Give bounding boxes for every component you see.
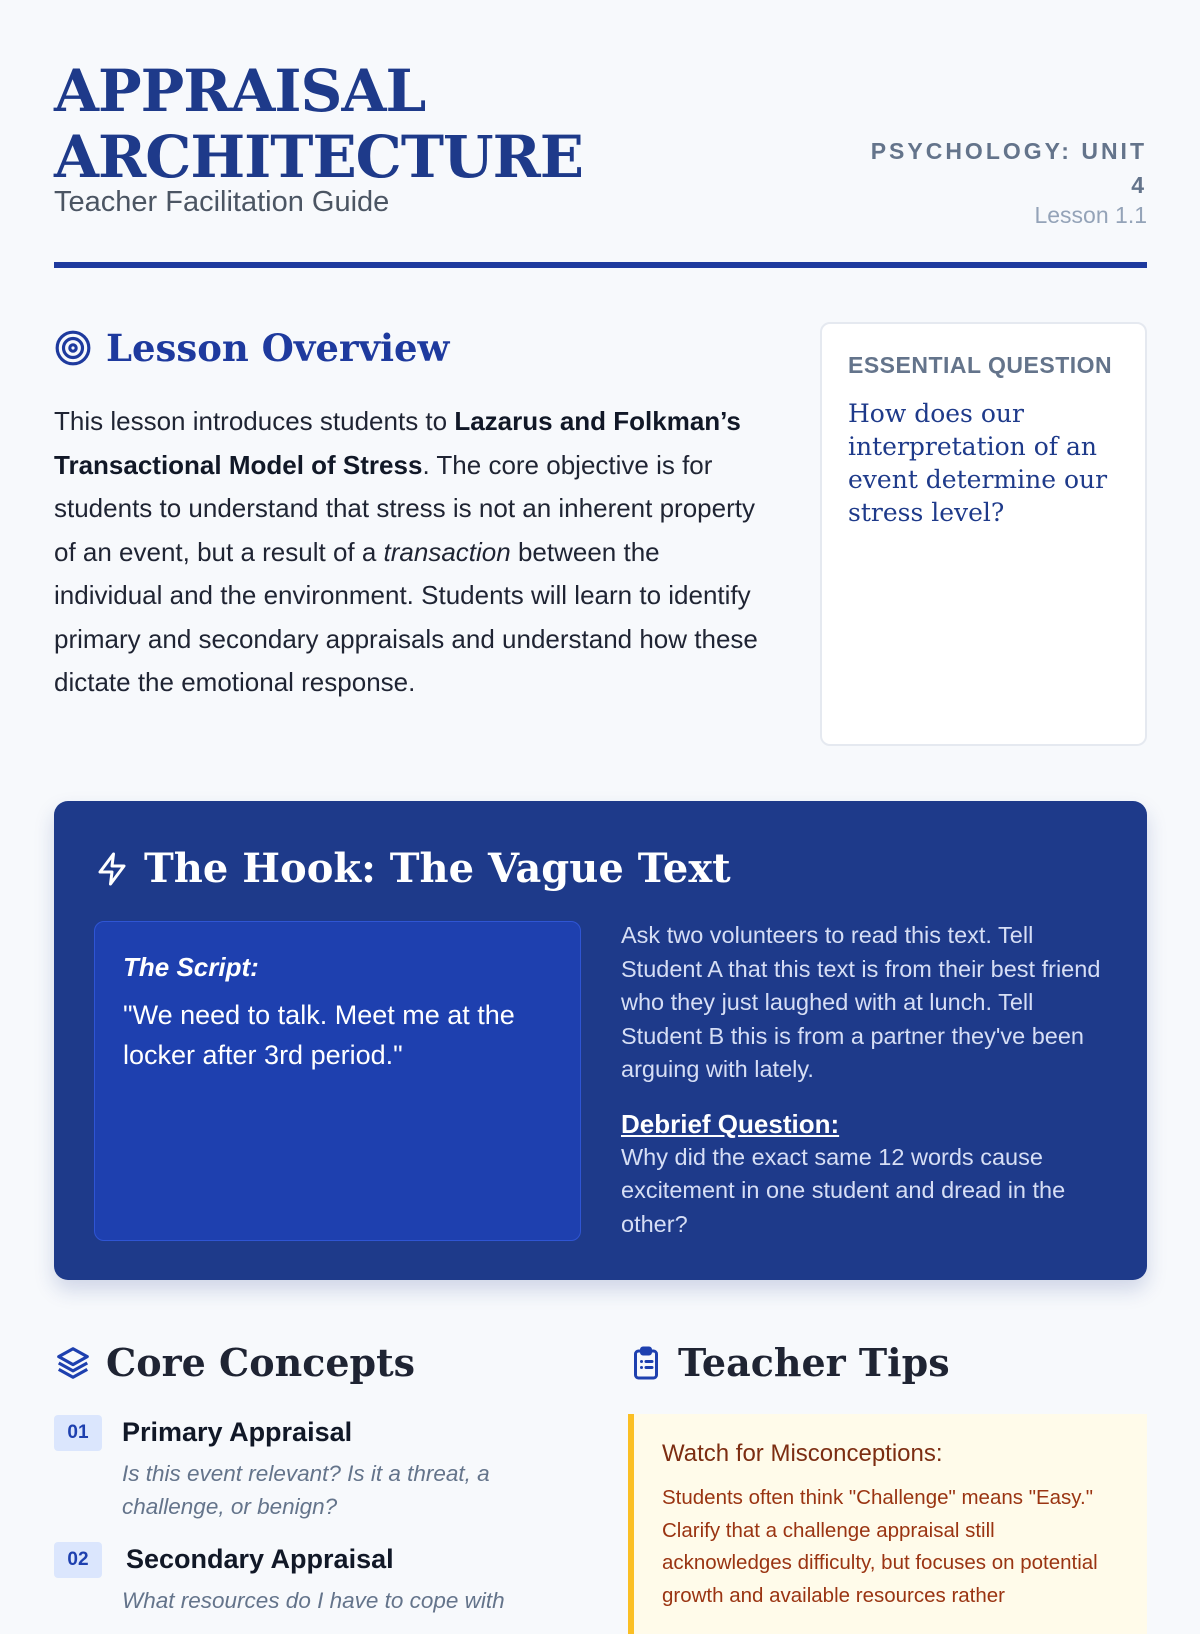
- concept-number: 02: [54, 1542, 102, 1578]
- overview-text-2: . The core objective is for students to understand that stress is not an inherent property of an event, but a result of a: [54, 449, 755, 567]
- hook-panel: [54, 801, 1147, 1280]
- core-concepts-heading: [54, 1340, 415, 1385]
- teacher-tips-heading-text: Teacher Tips: [678, 1340, 950, 1385]
- essential-question-text: How does our interpretation of an event determine our stress level?: [848, 399, 1108, 527]
- unit-label: PSYCHOLOGY: UNIT 4: [870, 138, 1147, 198]
- overview-heading: [54, 326, 449, 370]
- overview-text-italic: transaction: [383, 536, 511, 567]
- overview-text-1: This lesson introduces students to: [54, 406, 455, 436]
- teacher-tips-heading: [628, 1340, 950, 1385]
- overview-text-3: between the individual and the environment. Students will learn to identify primary and secondary appraisals and understand how these dictate the emotional response.: [54, 536, 758, 697]
- layers-icon: [54, 1344, 92, 1382]
- essential-question-card: [820, 322, 1147, 746]
- page-title: APPRAISAL ARCHITECTURE: [54, 57, 583, 191]
- concept-title: Secondary Appraisal: [126, 1544, 394, 1574]
- header-meta: [867, 134, 1147, 229]
- lesson-label: Lesson 1.1: [1034, 202, 1147, 228]
- overview-text-bold: Lazarus and Folkman’s Transactional Model of Stress: [54, 406, 741, 480]
- header: [54, 58, 1147, 268]
- target-icon: [54, 329, 92, 367]
- concept-title: Primary Appraisal: [122, 1417, 353, 1447]
- script-label: The Script:: [123, 952, 259, 982]
- debrief-text: Why did the exact same 12 words cause excitement in one student and dread in the other?: [621, 1143, 1066, 1237]
- concept-description: What resources do I have to cope with: [122, 1588, 505, 1613]
- page-subtitle: Teacher Facilitation Guide: [54, 186, 390, 218]
- essential-question-label: ESSENTIAL QUESTION: [848, 352, 1113, 378]
- misconception-tip-box: [628, 1414, 1147, 1634]
- script-text: "We need to talk. Meet me at the locker after 3rd period.": [123, 1000, 515, 1070]
- tip-text: Students often think "Challenge" means "Easy." Clarify that a challenge appraisal still acknowledges difficulty, but focuses on potential growth and available resources rather: [662, 1486, 1098, 1607]
- overview-paragraph: [54, 400, 766, 705]
- clipboard-icon: [628, 1344, 664, 1382]
- hook-instructions: Ask two volunteers to read this text. Tell Student A that this text is from their best friend who they just laughed with at lunch. Tell Student B this is from a partner they've been arguing with lately.: [621, 922, 1101, 1082]
- hook-heading-text: The Hook: The Vague Text: [144, 845, 731, 892]
- tip-label: Watch for Misconceptions:: [662, 1440, 943, 1467]
- overview-heading-text: Lesson Overview: [106, 326, 450, 370]
- script-box: [94, 921, 581, 1241]
- core-concepts-heading-text: Core Concepts: [106, 1340, 416, 1385]
- hook-instructions-column: [621, 919, 1111, 1241]
- concept-description: Is this event relevant? Is it a threat, a challenge, or benign?: [122, 1461, 490, 1519]
- hook-heading: [94, 845, 731, 892]
- lightning-icon: [94, 851, 130, 887]
- debrief-label: Debrief Question:: [621, 1108, 840, 1139]
- concept-number: 01: [54, 1415, 102, 1451]
